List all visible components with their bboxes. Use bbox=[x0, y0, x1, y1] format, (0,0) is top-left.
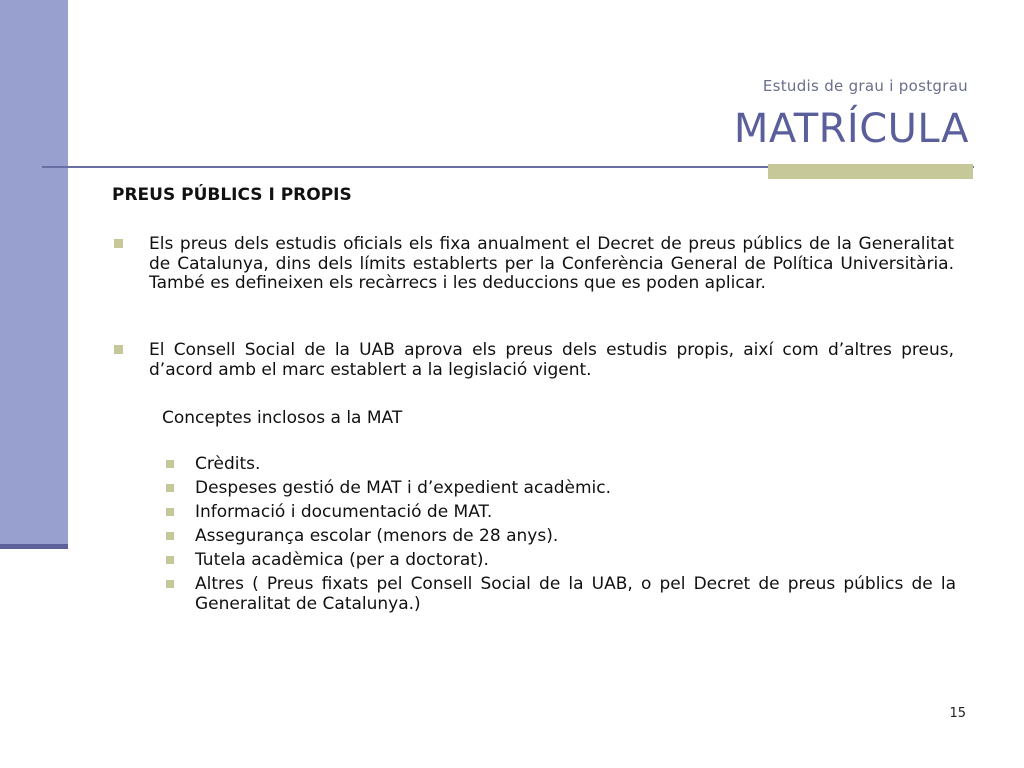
concepts-heading: Conceptes inclosos a la MAT bbox=[162, 408, 403, 428]
slide-title: MATRÍCULA bbox=[733, 106, 969, 152]
list-item-text: Informació i documentació de MAT. bbox=[195, 502, 493, 522]
list-item bbox=[166, 575, 956, 614]
list-item-text: Despeses gestió de MAT i d’expedient acadèmic. bbox=[195, 478, 612, 498]
list-item bbox=[166, 455, 956, 475]
left-decorative-band bbox=[0, 0, 68, 544]
bullet-square-icon bbox=[166, 532, 174, 540]
page-number: 15 bbox=[949, 706, 966, 721]
list-item bbox=[166, 503, 956, 523]
bullet-square-icon bbox=[166, 484, 174, 492]
bullet-square-icon bbox=[166, 580, 174, 588]
concepts-list bbox=[166, 455, 956, 619]
bullet-square-icon bbox=[166, 460, 174, 468]
bullet-square-icon bbox=[166, 508, 174, 516]
bullet-text: Els preus dels estudis oficials els fixa anualment el Decret de preus públics de la Generalitat de Catalunya, dins dels límits establerts per la Conferència General de Política Universitària. També es defineixen els recàrrecs i les deduccions que es poden aplicar. bbox=[149, 234, 954, 293]
bullet-square-icon bbox=[114, 239, 123, 248]
list-item bbox=[166, 527, 956, 547]
list-item-text: Crèdits. bbox=[195, 454, 261, 474]
bullet-square-icon bbox=[166, 556, 174, 564]
title-accent-bar bbox=[768, 164, 973, 179]
section-heading: PREUS PÚBLICS I PROPIS bbox=[112, 185, 352, 205]
list-item bbox=[166, 551, 956, 571]
left-band-edge bbox=[0, 544, 68, 549]
slide-subtitle: Estudis de grau i postgrau bbox=[762, 77, 968, 95]
list-item-text: Altres ( Preus fixats pel Consell Social de la UAB, o pel Decret de preus públics de la Generalitat de Catalunya.) bbox=[195, 574, 956, 614]
list-item-text: Tutela acadèmica (per a doctorat). bbox=[195, 550, 489, 570]
bullet-square-icon bbox=[114, 345, 123, 354]
list-item bbox=[166, 479, 956, 499]
list-item-text: Assegurança escolar (menors de 28 anys). bbox=[195, 526, 559, 546]
bullet-text: El Consell Social de la UAB aprova els preus dels estudis propis, així com d’altres preus, d’acord amb el marc establert a la legislació vigent. bbox=[149, 340, 954, 380]
